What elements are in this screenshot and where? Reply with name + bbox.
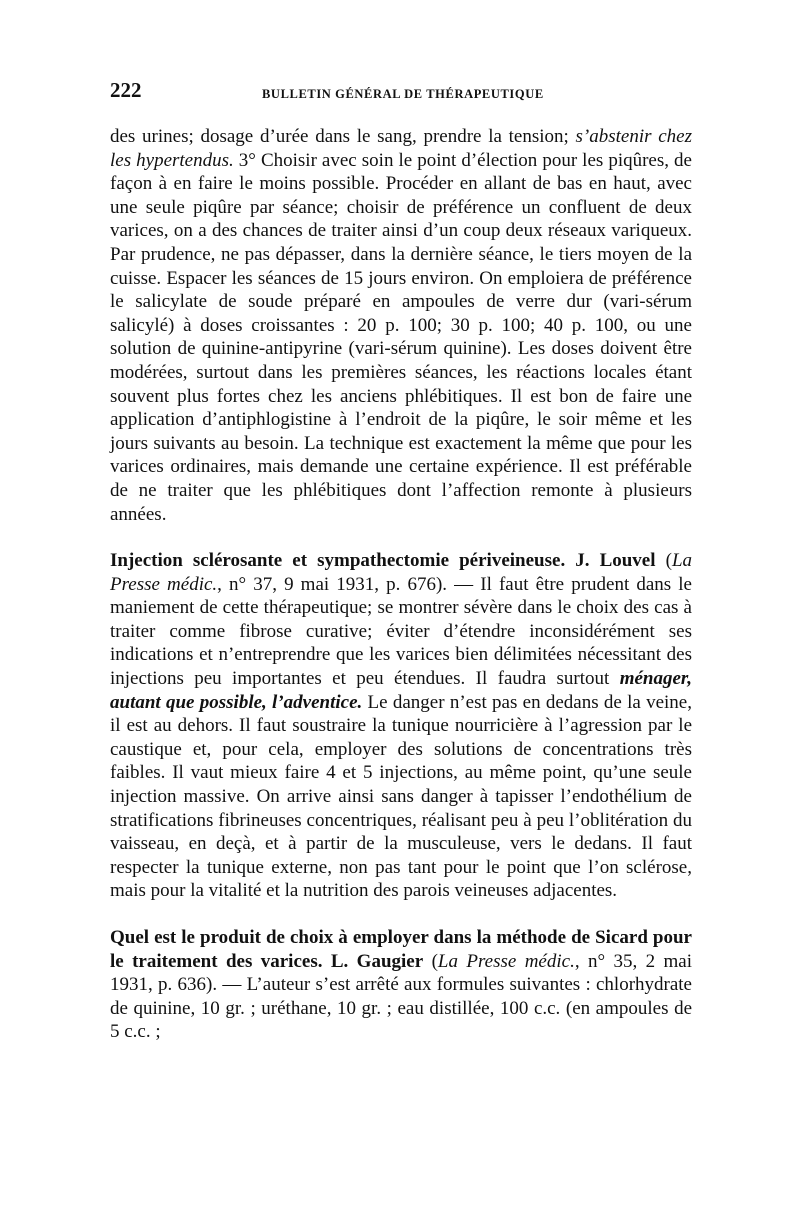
article-louvel-emphasis: ménager, autant que possible, l’adventice.: [110, 668, 692, 713]
article-gaugier-text-2: , n° 35, 2 mai 1931, p. 636). — L’auteur s’est arrêté aux formules suivantes : chlorhydrate de quinine, 10 gr. ; uréthane, 10 gr. ; eau distillée, 100 c.c. (en ampoules de 5 c.c. ;: [110, 950, 692, 1043]
running-title: BULLETIN GÉNÉRAL DE THÉRAPEUTIQUE: [262, 87, 544, 101]
page-header: [110, 78, 692, 106]
article-louvel-text-2: , n° 37, 9 mai 1931, p. 676). — Il faut être prudent dans le maniement de cette thérapeutique; se montrer sévère dans le choix des cas à traiter comme fibrose curative; éviter d’étendre inconsidérément ses indications et n’entreprendre que les varices bien délimitées nécessitant des injections peu importantes et peu étendues. Il faudra surtout: [110, 573, 692, 690]
paragraph-continued: [110, 125, 692, 526]
article-gaugier-journal: La Presse médic.: [437, 950, 575, 972]
para1-italic-advice: s’abstenir chez les hypertendus.: [110, 126, 692, 171]
para1-text-2: 3° Choisir avec soin le point d’élection pour les piqûres, de façon à en faire le moins possible. Procéder en allant de bas en haut, avec une seule piqûre par séance; choisir de préférence un confluent de deux varices, on a des chances de traiter ainsi d’un coup deux réseaux variqueux. Par prudence, ne pas dépasser, dans la dernière séance, le tiers moyen de la cuisse. Espacer les séances de 15 jours environ. On emploiera de préférence le salicylate de soude préparé en ampoules de verre dur (vari-sérum salicylé) à doses croissantes : 20 p. 100; 30 p. 100; 40 p. 100, ou une solution de quinine-antipyrine (vari-sérum quinine). Les doses doivent être modérées, surtout dans les premières séances, les réactions locales étant souvent plus fortes chez les anciens phlébitiques. Il est bon de faire une application d’antiphlogistine à l’endroit de la piqûre, le soir même et les jours suivants au besoin. La technique est exactement la même que pour les varices ordinaires, mais demande une certaine expérience. Il est préférable de ne traiter que les phlébitiques dont l’affection remonte à plusieurs années.: [110, 149, 692, 525]
article-louvel-text-1: (: [655, 550, 672, 572]
article-louvel-journal: La Presse médic.: [110, 550, 693, 595]
article-louvel: [110, 549, 692, 903]
article-gaugier: [110, 926, 692, 1044]
article-louvel-title: Injection sclérosante et sympathectomie périveineuse. J. Louvel: [110, 550, 656, 572]
page-body: [110, 125, 692, 1044]
article-louvel-text-3: Le danger n’est pas en dedans de la veine, il est au dehors. Il faut soustraire la tunique nourricière à l’agression par le caustique et, pour cela, employer des solutions de concentrations très faibles. Il vaut mieux faire 4 et 5 injections, au même point, qu’une seule injection massive. On arrive ainsi sans danger à tapisser l’endothélium de stratifications fibrineuses concentriques, réalisant peu à peu l’oblitération du vaisseau, en deçà, et à partir de la musculeuse, vers le dedans. Il faut respecter la tunique externe, non pas tant pour le point que l’on sclérose, mais pour la vitalité et la nutrition des parois veineuses adjacentes.: [110, 691, 692, 902]
article-gaugier-title: Quel est le produit de choix à employer dans la méthode de Sicard pour le traitement des varices. L. Gaugier: [110, 927, 692, 972]
para1-text-1: des urines; dosage d’urée dans le sang, prendre la tension;: [110, 126, 576, 147]
article-gaugier-text-1: (: [423, 950, 438, 972]
page-number: 222: [110, 78, 142, 102]
